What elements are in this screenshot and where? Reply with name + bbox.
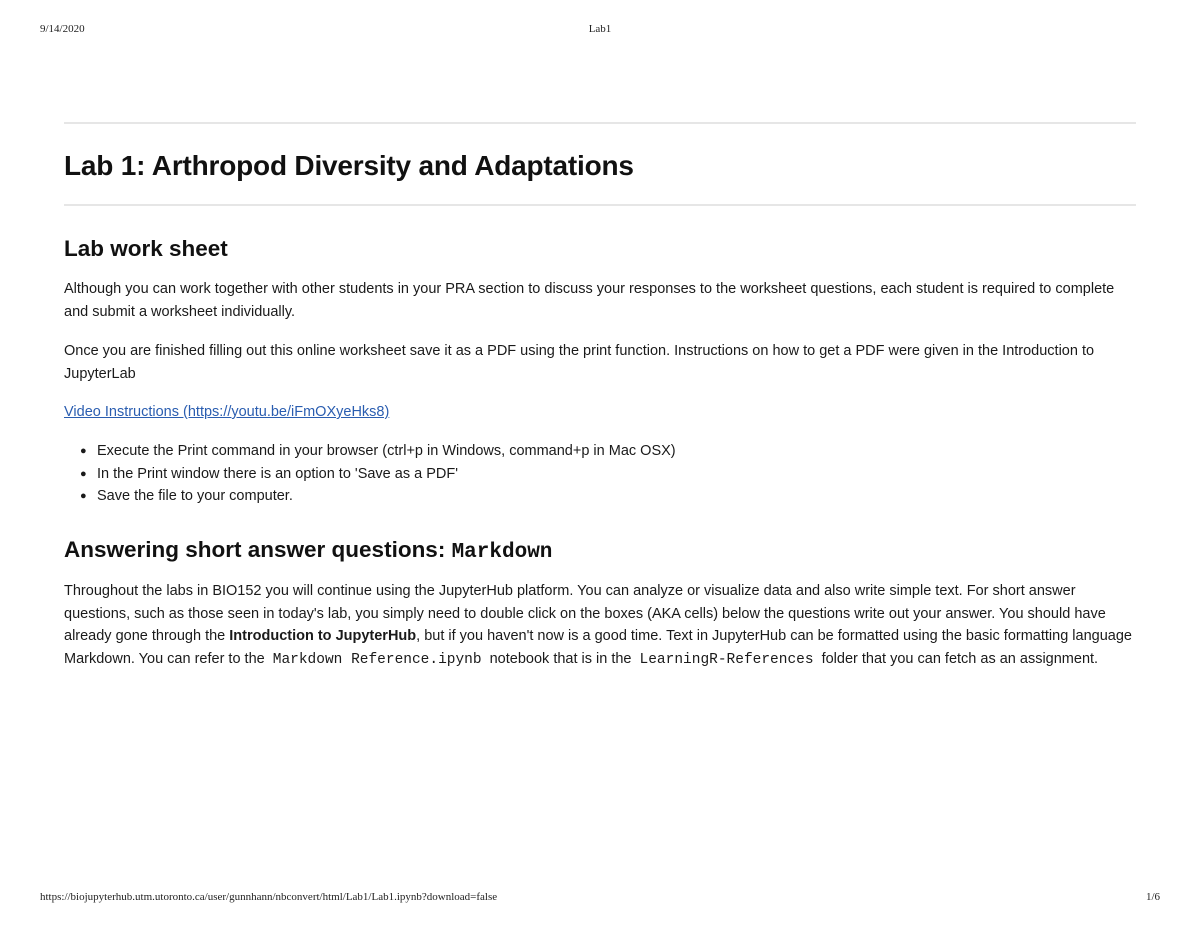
heading-text: Answering short answer questions: xyxy=(64,537,452,562)
print-date: 9/14/2020 xyxy=(40,23,85,35)
print-header xyxy=(40,23,1160,37)
list-item xyxy=(80,463,676,486)
paragraph-text: folder that you can fetch as an assignment. xyxy=(817,650,1099,667)
list-item-text: Save the file to your computer. xyxy=(97,488,293,504)
print-steps-list xyxy=(64,440,676,508)
print-url: https://biojupyterhub.utm.utoronto.ca/user/gunnhann/nbconvert/html/Lab1/Lab1.ipynb?download=false xyxy=(40,891,498,903)
markdown-reference-code: Markdown Reference.ipynb xyxy=(272,651,482,668)
video-instructions-link[interactable]: Video Instructions (https://youtu.be/iFmOXyeHks8) xyxy=(64,404,390,420)
paragraph-text: notebook that is in the xyxy=(485,650,636,667)
section-heading-markdown xyxy=(64,537,552,564)
heading-code: Markdown xyxy=(451,541,553,564)
bullet-icon: ● xyxy=(80,490,87,502)
markdown-paragraph xyxy=(64,580,1136,671)
bullet-icon: ● xyxy=(80,467,87,480)
list-item xyxy=(80,485,676,508)
page-title: Lab 1: Arthropod Diversity and Adaptations xyxy=(64,150,634,181)
paragraph-text: , but if you haven't now is a good time. Text in JupyterHub can be formatted using the basic formatting language Markdown. You can refer to the xyxy=(64,628,1132,667)
list-item-text: Execute the Print command in your browser (ctrl+p in Windows, command+p in Mac OSX) xyxy=(97,443,676,459)
title-bottom-rule xyxy=(64,204,1136,206)
section-heading-worksheet: Lab work sheet xyxy=(64,236,228,261)
video-link-line xyxy=(64,401,1136,424)
learningr-references-code: LearningR-References xyxy=(639,651,814,668)
worksheet-paragraph-1: Although you can work together with other students in your PRA section to discuss your responses to the worksheet questions, each student is required to complete and submit a worksheet individually. xyxy=(64,281,1115,320)
paragraph-text: Throughout the labs in BIO152 you will continue using the JupyterHub platform. You can analyze or visualize data and also write simple text. For short answer questions, such as those seen in today's lab, you simply need to double click on the boxes (AKA cells) below the questions write out your answer. You should have already gone through the xyxy=(64,583,1106,644)
worksheet-paragraph-2: Once you are finished filling out this online worksheet save it as a PDF using the print function. Instructions on how to get a PDF were given in the Introduction to JupyterLab xyxy=(64,343,1095,382)
bullet-icon: ● xyxy=(80,445,87,457)
print-title: Lab1 xyxy=(588,23,612,35)
page-number: 1/6 xyxy=(1145,891,1160,903)
intro-jupyterhub-bold: Introduction to JupyterHub xyxy=(229,628,417,644)
list-item xyxy=(80,440,676,463)
list-item-text: In the Print window there is an option to 'Save as a PDF' xyxy=(97,465,458,482)
print-footer xyxy=(40,891,1160,905)
title-top-rule xyxy=(64,122,1136,124)
